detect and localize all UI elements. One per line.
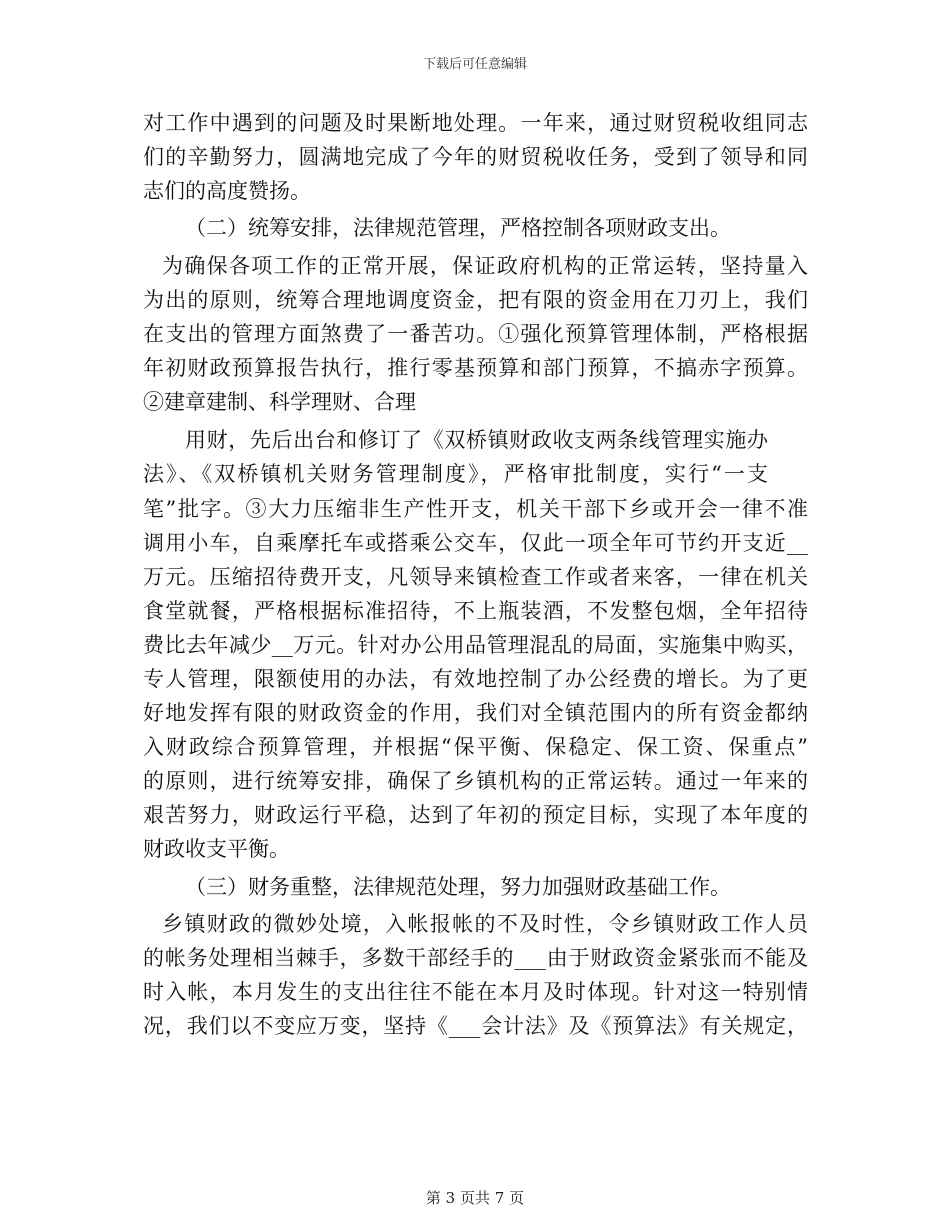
text-line: 用财，先后出台和修订了《双桥镇财政收支两条线管理实施办	[185, 428, 768, 452]
text-line: 年初财政预算报告执行，推行零基预算和部门预算，不搞赤字预算。	[143, 356, 808, 380]
text-line: 志们的高度赞扬。	[143, 179, 311, 203]
text-line: 的帐务处理相当棘手，多数干部经手的___由于财政资金紧张而不能及	[143, 946, 808, 970]
text-line: 好地发挥有限的财政资金的作用，我们对全镇范围内的所有资金都纳	[143, 701, 808, 725]
text-line: 们的辛勤努力，圆满地完成了今年的财贸税收任务，受到了领导和同	[143, 145, 808, 169]
text-line: 在支出的管理方面煞费了一番苦功。①强化预算管理体制，严格根据	[143, 322, 808, 346]
text-line: 笔”批字。③大力压缩非生产性开支，机关干部下乡或开会一律不准	[143, 497, 808, 521]
section-heading-2: （二）统筹安排，法律规范管理，严格控制各项财政支出。	[185, 216, 731, 240]
text-line: 万元。压缩招待费开支，凡领导来镇检查工作或者来客，一律在机关	[143, 565, 808, 589]
page-header: 下载后可任意编辑	[422, 57, 527, 72]
text-line: ②建章建制、科学理财、合理	[143, 390, 416, 414]
text-line: 为确保各项工作的正常开展，保证政府机构的正常运转，坚持量入	[162, 254, 808, 278]
text-line: 时入帐，本月发生的支出往往不能在本月及时体现。针对这一特别情	[143, 980, 808, 1004]
page-footer: 第 3 页共 7 页	[425, 1189, 525, 1207]
text-line: 食堂就餐，严格根据标准招待，不上瓶装酒，不发整包烟，全年招待	[143, 599, 808, 623]
section-heading-3: （三）财务重整，法律规范处理，努力加强财政基础工作。	[185, 875, 731, 899]
text-line: 调用小车，自乘摩托车或搭乘公交车，仅此一项全年可节约开支近__	[143, 531, 808, 555]
text-line: 艰苦努力，财政运行平稳，达到了年初的预定目标，实现了本年度的	[143, 803, 808, 827]
text-line: 对工作中遇到的问题及时果断地处理。一年来，通过财贸税收组同志	[143, 111, 808, 135]
text-line: 为出的原则，统筹合理地调度资金，把有限的资金用在刀刃上，我们	[143, 288, 808, 312]
text-line: 入财政综合预算管理，并根据“保平衡、保稳定、保工资、保重点”	[143, 735, 808, 759]
text-line: 的原则，进行统筹安排，确保了乡镇机构的正常运转。通过一年来的	[143, 769, 808, 793]
text-line: 费比去年减少__万元。针对办公用品管理混乱的局面，实施集中购买，	[143, 633, 808, 657]
text-line: 乡镇财政的微妙处境，入帐报帐的不及时性，令乡镇财政工作人员	[162, 912, 808, 936]
text-line: 况，我们以不变应万变，坚持《___会计法》及《预算法》有关规定，	[143, 1014, 808, 1038]
text-line: 财政收支平衡。	[143, 837, 290, 861]
text-line: 专人管理，限额使用的办法，有效地控制了办公经费的增长。为了更	[143, 667, 808, 691]
text-line: 法》、《双桥镇机关财务管理制度》，严格审批制度，实行“一支	[143, 462, 768, 486]
